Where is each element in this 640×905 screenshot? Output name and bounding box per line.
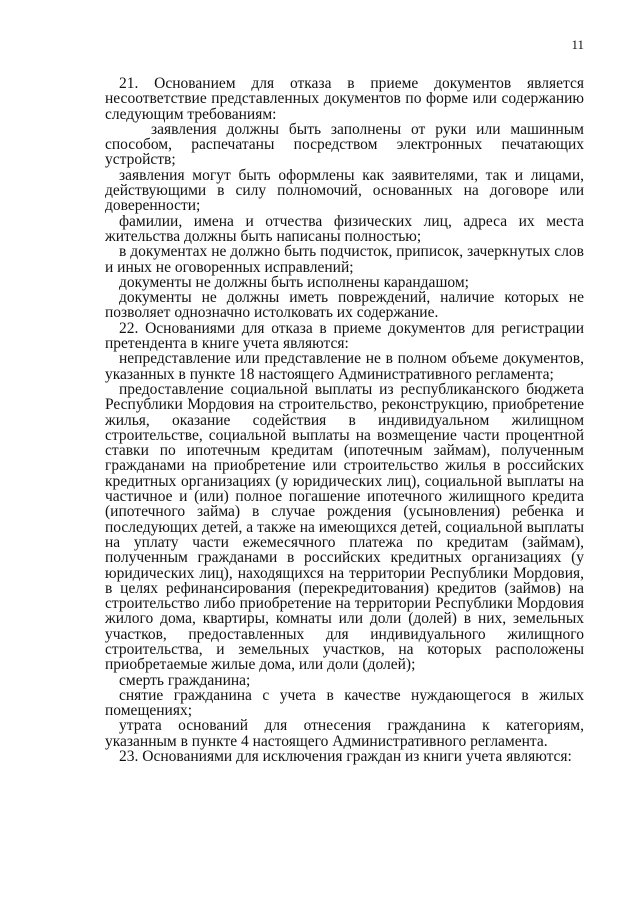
ground-removal-from-register: снятие гражданина с учета в качестве нуждающегося в жилых помещениях; <box>105 686 584 720</box>
paragraph-21-intro: 21. Основанием для отказа в приеме документов является несоответствие представленных документов по форме или содержанию следующим требованиям: <box>105 75 584 123</box>
paragraph-23-intro: 23. Основаниями для исключения граждан из книги учета являются: <box>119 748 572 766</box>
ground-death-of-citizen: смерть гражданина; <box>119 671 251 689</box>
requirement-no-erasures: в документах не должно быть подчисток, приписок, зачеркнутых слов и иных не оговоренных исправлений; <box>105 243 584 276</box>
requirement-filled-by-hand-or-machine: заявления должны быть заполнены от руки или машинным способом, распечатаны посредством электронных печатающих устройств; <box>105 120 584 169</box>
ground-incomplete-documents: непредставление или представление не в полном объеме документов, указанных в пункте 18 настоящего Административного регламента; <box>105 350 584 383</box>
ground-loss-of-eligibility: утрата оснований для отнесения гражданина к категориям, указанным в пункте 4 настоящего Административного регламента. <box>105 717 584 750</box>
requirement-full-names-addresses: фамилии, имена и отчества физических лиц, адреса их места жительства должны быть написаны полностью; <box>105 212 584 245</box>
ground-social-payment-provided: предоставление социальной выплаты из республиканского бюджета Республики Мордовия на строительство, реконструкцию, приобретение жилья, оказание содействия в индивидуальном жилищном строительстве, социальной выплаты на возмещение части процентной ставки по ипотечным кредитам (ипотечным займам), полученным гражданами на приобретение или строительство жилья в российских кредитных организациях (у юридических лиц), социальной выплаты на частичное и (или) полное погашение ипотечного жилищного кредита (ипотечного займа) в случае рождения (усыновления) ребенка и последующих детей, а также на имеющихся детей, социальной выплаты на уплату части ежемесячного платежа по кредитам (займам), полученным гражданами в российских кредитных организациях (у юридических лиц), находящихся на территории Республики Мордовия, в целях рефинансирования (перекредитования) кредитов (займов) на строительство либо приобретение на территории Республики Мордовия жилого дома, квартиры, комнаты или доли (долей) в них, земельных участков, предоставленных для индивидуального жилищного строительства, и земельных участков, на которых расположены приобретаемые жилые дома, или доли (долей); <box>105 380 584 674</box>
requirement-no-pencil: документы не должны быть исполнены карандашом; <box>119 273 469 291</box>
paragraph-22-intro: 22. Основаниями для отказа в приеме документов для регистрации претендента в книге учета являются: <box>105 319 584 353</box>
requirement-no-damage: документы не должны иметь повреждений, наличие которых не позволяет однозначно истолковать их содержание. <box>105 289 584 322</box>
page-number: 11 <box>571 37 584 52</box>
requirement-prepared-by-applicants-or-proxies: заявления могут быть оформлены как заявителями, так и лицами, действующими в силу полномочий, основанных на договоре или доверенности; <box>105 166 584 215</box>
document-body <box>105 76 584 764</box>
